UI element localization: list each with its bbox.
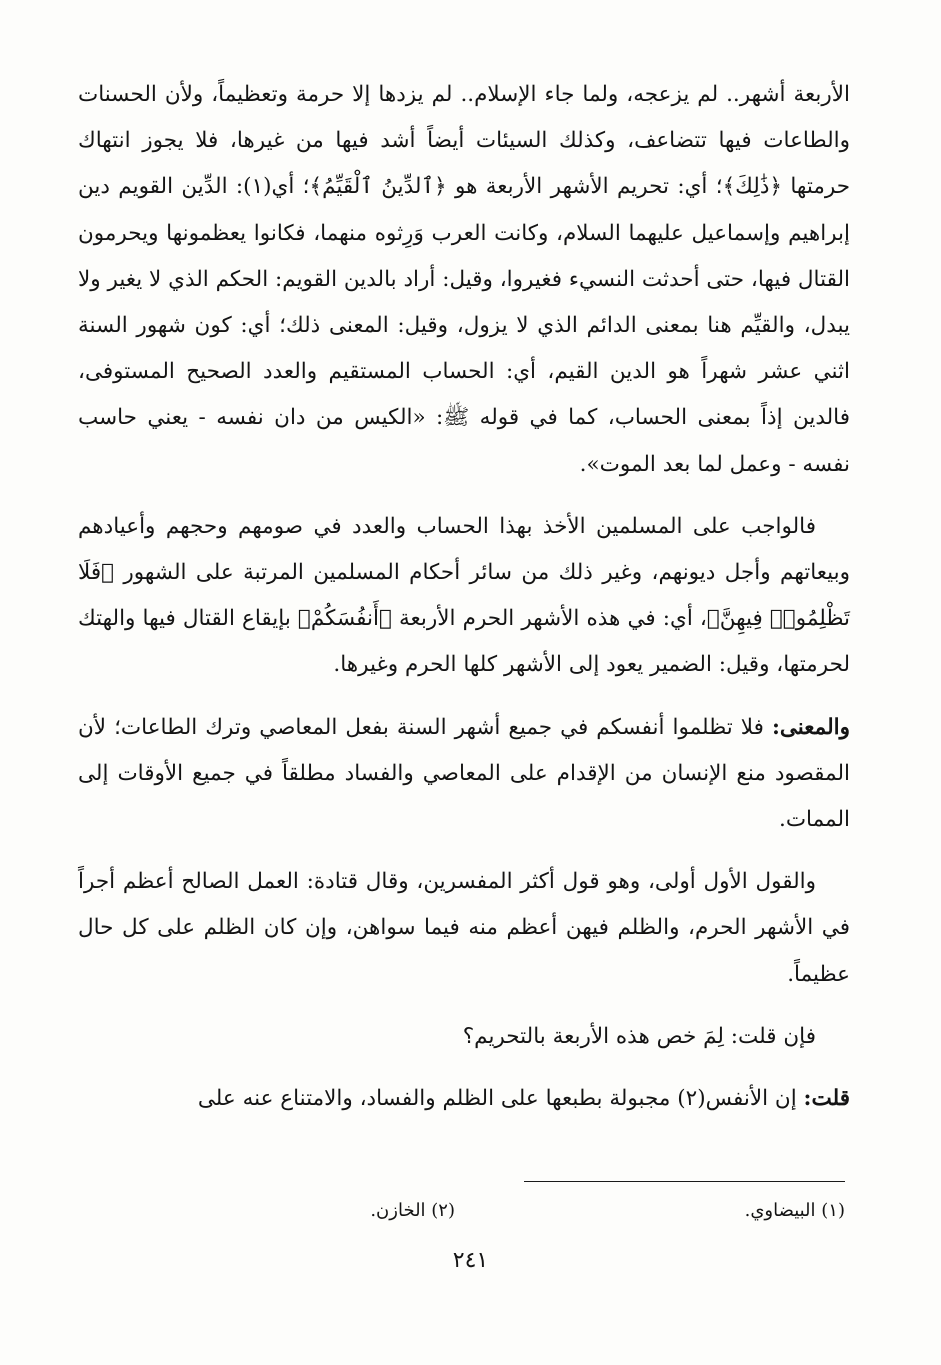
meaning-keyword: والمعنى: (771, 714, 850, 740)
main-text (78, 72, 850, 1122)
footnote-1: (١) البيضاوي. (744, 1200, 845, 1221)
paragraph-3: والقول الأول أولى، وهو قول أكثر المفسرين، وقال قتادة: العمل الصالح أعظم أجراً في الأشهر الحرم، والظلم فيهن أعظم منه فيما سواهن، وإن كان الظلم على كل حال عظيماً. (78, 869, 850, 987)
page-number: ٢٤١ (452, 1248, 489, 1273)
paragraph-1: الأربعة أشهر.. لم يزعجه، ولما جاء الإسلام.. لم يزدها إلا حرمة وتعظيماً، ولأن الحسنات والطاعات فيها تتضاعف، وكذلك السيئات أيضاً أشد فيها من غيرها، فلا يجوز انتهاك حرمتها ﴿ذَٰلِكَ﴾؛ أي: تحريم الأشهر الأربعة هو ﴿ٱلدِّينُ ٱلْقَيِّمُ﴾؛ أي(١): الدِّين القويم دين إبراهيم وإسماعيل عليهما السلام، وكانت العرب وَرِثوه منهما، فكانوا يعظمونها ويحرمون القتال فيها، حتى أحدثت النسيء فغيروا، وقيل: أراد بالدين القويم: الحكم الذي لا يغير ولا يبدل، والقيِّم هنا بمعنى الدائم الذي لا يزول، وقيل: المعنى ذلك؛ أي: كون شهور السنة اثني عشر شهراً هو الدين القيم، أي: الحساب المستقيم والعدد الصحيح المستوفى، فالدين إذاً بمعنى الحساب، كما في قوله ﷺ: «الكيس من دان نفسه - يعني حاسب نفسه - وعمل لما بعد الموت». (78, 82, 850, 477)
paragraph-2: فالواجب على المسلمين الأخذ بهذا الحساب والعدد في صومهم وحجهم وأعيادهم وبيعاتهم وأجل ديونهم، وغير ذلك من سائر أحكام المسلمين المرتبة على الشهور ﴿فَلَا تَظْلِمُوا۟ فِيهِنَّ﴾، أي: في هذه الأشهر الحرم الأربعة ﴿أَنفُسَكُمْ﴾ بإيقاع القتال فيها والهتك لحرمتها، وقيل: الضمير يعود إلى الأشهر كلها الحرم وغيرها. (78, 513, 850, 678)
meaning-paragraph (78, 705, 850, 844)
answer-paragraph (78, 1076, 850, 1122)
footnote-2: (٢) الخازن. (370, 1200, 455, 1221)
meaning-text: فلا تظلموا أنفسكم في جميع أشهر السنة بفعل المعاصي وترك الطاعات؛ لأن المقصود منع الإنسان من الإقدام على المعاصي والفساد مطلقاً في جميع الأوقات إلى الممات. (78, 714, 850, 833)
footnote-divider (524, 1181, 845, 1182)
question-paragraph: فإن قلت: لِمَ خص هذه الأربعة بالتحريم؟ (462, 1023, 816, 1049)
answer-text: إن الأنفس(٢) مجبولة بطبعها على الظلم والفساد، والامتناع عنه على (197, 1086, 797, 1112)
answer-keyword: قلت: (803, 1086, 850, 1112)
